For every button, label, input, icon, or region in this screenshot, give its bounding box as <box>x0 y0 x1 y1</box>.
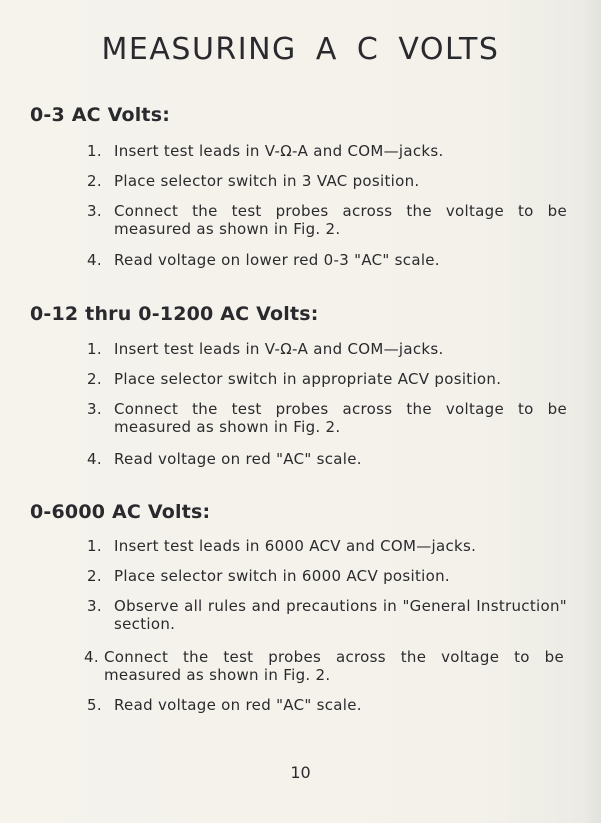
list-item <box>87 202 567 238</box>
item-text: Connect the test probes across the voltage to be measured as shown in Fig. 2. <box>104 648 564 684</box>
item-text: Insert test leads in V-Ω-A and COM—jacks. <box>114 142 444 160</box>
page-title: MEASURING A C VOLTS <box>101 32 500 67</box>
item-number: 3. <box>87 202 102 220</box>
list-item <box>87 251 567 269</box>
item-number: 1. <box>87 537 102 555</box>
item-text: Place selector switch in appropriate ACV position. <box>114 370 502 388</box>
list-item <box>87 172 567 190</box>
section-heading-0-12-thru-0-1200-ac-volts: 0-12 thru 0-1200 AC Volts: <box>30 303 319 325</box>
item-text: Read voltage on lower red 0-3 "AC" scale. <box>114 251 440 269</box>
page-number: 10 <box>290 763 311 782</box>
list-item <box>87 142 567 160</box>
item-number: 2. <box>87 567 102 585</box>
item-number: 3. <box>87 400 102 418</box>
item-text: Place selector switch in 3 VAC position. <box>114 172 420 190</box>
item-number: 4. <box>87 450 102 468</box>
item-number: 2. <box>87 172 102 190</box>
item-number: 2. <box>87 370 102 388</box>
section-heading-0-6000-ac-volts: 0-6000 AC Volts: <box>30 501 211 523</box>
item-number: 3. <box>87 597 102 615</box>
item-text: Read voltage on red "AC" scale. <box>114 450 362 468</box>
section-heading-0-3-ac-volts: 0-3 AC Volts: <box>30 104 171 126</box>
item-text: Insert test leads in V-Ω-A and COM—jacks. <box>114 340 444 358</box>
item-text: Insert test leads in 6000 ACV and COM—jacks. <box>114 537 477 555</box>
list-item <box>87 340 567 358</box>
item-text: Read voltage on red "AC" scale. <box>114 696 362 714</box>
item-text: Observe all rules and precautions in "General Instruction" section. <box>114 597 567 633</box>
item-number: 1. <box>87 142 102 160</box>
list-item <box>87 450 567 468</box>
list-item <box>87 400 567 436</box>
list-item <box>84 648 564 684</box>
item-number: 5. <box>87 696 102 714</box>
item-text: Connect the test probes across the voltage to be measured as shown in Fig. 2. <box>114 202 567 238</box>
list-item <box>87 597 567 633</box>
item-number: 1. <box>87 340 102 358</box>
list-item <box>87 696 567 714</box>
list-item <box>87 370 567 388</box>
list-item <box>87 567 567 585</box>
item-number: 4. <box>87 251 102 269</box>
item-number: 4. <box>84 648 99 666</box>
list-item <box>87 537 567 555</box>
item-text: Connect the test probes across the voltage to be measured as shown in Fig. 2. <box>114 400 567 436</box>
item-text: Place selector switch in 6000 ACV position. <box>114 567 450 585</box>
